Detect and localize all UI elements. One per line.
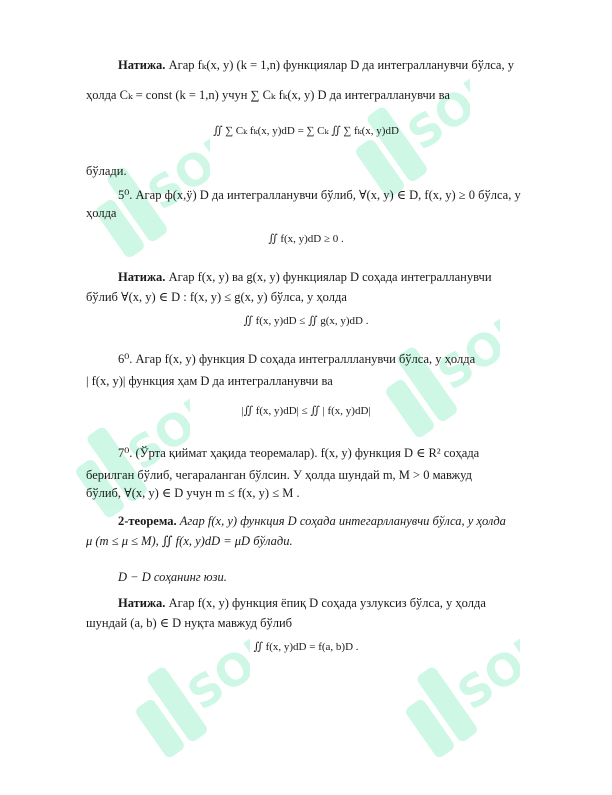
- text-line: шундай (a, b) ∈ D нуқта мавжуд бўлиб: [86, 616, 293, 630]
- text-line: Агар f(x, y) ва g(x, y) функциялар D соҳада интегралланувчи: [165, 270, 492, 284]
- text-line: Агар fₖ(x, y) (k = 1,n) функциялар D да интегралланувчи бўлса, у: [165, 58, 514, 72]
- equation-1: ∬ ∑ Cₖ fₖ(x, y)dD = ∑ Cₖ ∬ ∑ fₖ(x, y)dD: [213, 125, 399, 137]
- text-line: бўлиб ∀(x, y) ∈ D : f(x, y) ≤ g(x, y) бўлса, у ҳолда: [86, 290, 347, 304]
- paragraph-corollary-3: [86, 594, 572, 612]
- theorem-label: 2-теорема.: [118, 514, 177, 528]
- corollary-label: Натижа.: [118, 58, 166, 72]
- watermark-text: SOFF: [118, 380, 190, 481]
- text-line: бўлиб, ∀(x, y) ∈ D учун m ≤ f(x, y) ≤ M .: [86, 486, 300, 500]
- paragraph-corollary-2: [86, 268, 572, 286]
- text-line: μ (m ≤ μ ≤ M), ∬ f(x, y)dD = μD бўлади.: [86, 534, 293, 548]
- paragraph-corollary-1: [86, 56, 572, 74]
- watermark-text: SOFF: [178, 620, 250, 721]
- text-line: Агар f(x, y) функция ёпиқ D соҳада узлуксиз бўлса, у ҳолда: [165, 596, 486, 610]
- watermark-text: SOFF: [398, 60, 470, 161]
- equation-2: ∬ f(x, y)dD ≥ 0 .: [268, 233, 344, 245]
- watermark-text: SOFF: [428, 300, 500, 401]
- paragraph-property-5: 5⁰. Агар ф(x,ӱ) D да интегралланувчи бўлиб, ∀(x, y) ∈ D, f(x, y) ≥ 0 бўлса, у: [118, 188, 521, 202]
- equation-4: |∬ f(x, y)dD| ≤ ∬ | f(x, y)dD|: [241, 405, 371, 417]
- equation-3: ∬ f(x, y)dD ≤ ∬ g(x, y)dD .: [243, 315, 369, 327]
- equation-5: ∬ f(x, y)dD = f(a, b)D .: [253, 641, 359, 653]
- watermark-text: SOFF: [138, 120, 210, 221]
- text-line: бўлади.: [86, 164, 127, 178]
- text-line: | f(x, y)| функция ҳам D да интегралланувчи ва: [86, 374, 333, 388]
- paragraph-property-6: 6⁰. Агар f(x, y) функция D соҳада интеграллланувчи бўлса, у ҳолда: [118, 352, 476, 366]
- text-line: берилган бўлиб, чегараланган бўлсин. У ҳолда шундай m, M > 0 мавжуд: [86, 468, 472, 482]
- text-line: ҳолда Cₖ = const (k = 1,n) учун ∑ Cₖ fₖ(x, y) D да интегралланувчи ва: [86, 88, 450, 102]
- watermark-text: SOFF: [448, 620, 520, 721]
- paragraph-theorem-2: [86, 512, 572, 530]
- paragraph-property-7: 7⁰. (Ўрта қиймат ҳақида теоремалар). f(x, y) функция D ∈ R² соҳада: [118, 446, 480, 460]
- text-line: [86, 532, 572, 550]
- corollary-label: Натижа.: [118, 596, 166, 610]
- text-line: D − D соҳанинг юзи.: [118, 570, 227, 584]
- text-line: ҳолда: [86, 206, 117, 220]
- text-line: Агар f(x, y) функция D соҳада интегарлланувчи бўлса, у ҳолда: [176, 514, 506, 528]
- corollary-label: Натижа.: [118, 270, 166, 284]
- paragraph-area-note: [86, 568, 572, 586]
